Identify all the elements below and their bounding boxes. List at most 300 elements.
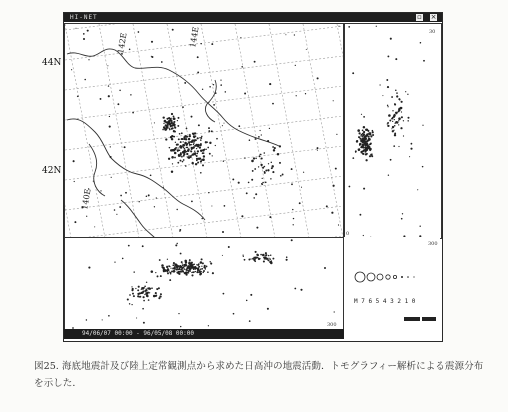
hypocenter-dot xyxy=(249,139,251,141)
hypocenter-dot xyxy=(187,272,188,273)
caption-number: 図25. xyxy=(34,361,59,372)
hypocenter-dot xyxy=(191,116,193,118)
hypocenter-dot xyxy=(201,218,203,220)
hypocenter-dot xyxy=(154,122,155,123)
lon-label-140e: 140E xyxy=(80,187,93,211)
hypocenter-dot xyxy=(176,269,178,271)
hypocenter-dot xyxy=(200,137,202,139)
hypocenter-dot xyxy=(363,188,365,190)
hypocenter-dot xyxy=(180,266,182,268)
hypocenter-dot xyxy=(161,61,163,63)
hypocenter-dot xyxy=(117,103,119,105)
hypocenter-dot xyxy=(253,157,255,159)
magnitude-scale-labels: M 7 6 5 4 3 2 1 0 xyxy=(354,298,416,305)
hypocenter-dot xyxy=(177,243,178,244)
hypocenter-dot xyxy=(178,117,180,119)
hypocenter-dot xyxy=(387,55,389,57)
hypocenter-dot xyxy=(379,84,380,85)
hypocenter-dot xyxy=(264,171,266,173)
hypocenter-dot xyxy=(241,215,243,217)
hypocenter-dot xyxy=(394,122,395,123)
hypocenter-dot xyxy=(160,275,162,277)
hypocenter-dot xyxy=(174,270,176,272)
hypocenter-dot xyxy=(175,244,177,246)
hypocenter-dot xyxy=(160,296,162,298)
hypocenter-dot xyxy=(171,122,173,124)
hypocenter-dot xyxy=(286,259,288,261)
hypocenter-dot xyxy=(263,260,265,262)
hypocenter-dot xyxy=(301,187,302,188)
hypocenter-dot xyxy=(171,119,173,121)
hypocenter-dot xyxy=(262,178,263,179)
hypocenter-dot xyxy=(192,265,194,267)
hypocenter-dot xyxy=(178,138,180,140)
hypocenter-dot xyxy=(363,136,365,138)
hypocenter-dot xyxy=(394,104,396,106)
hypocenter-dot xyxy=(242,254,243,255)
hypocenter-dot xyxy=(367,144,369,146)
hypocenter-dot xyxy=(197,150,199,152)
hypocenter-dot xyxy=(369,133,372,136)
hypocenter-dot xyxy=(165,138,167,140)
hypocenter-dot xyxy=(163,116,165,118)
hypocenter-dot xyxy=(183,271,185,273)
hypocenter-dot xyxy=(255,193,257,195)
hypocenter-dot xyxy=(200,261,203,264)
hypocenter-dot xyxy=(392,121,393,122)
side-right-tick: 300 xyxy=(428,241,438,247)
hypocenter-dot xyxy=(238,125,240,127)
bottom-right-tick: 300 xyxy=(327,322,337,328)
hypocenter-dot xyxy=(131,304,132,305)
hypocenter-dot xyxy=(180,141,182,143)
hypocenter-dot xyxy=(179,133,181,135)
hypocenter-dot xyxy=(270,254,271,255)
magnitude-legend-panel xyxy=(344,237,440,329)
hypocenter-dot xyxy=(185,264,187,266)
hypocenter-dot xyxy=(238,182,240,184)
hypocenter-dot xyxy=(417,189,418,190)
hypocenter-dot xyxy=(151,56,152,57)
hypocenter-dot xyxy=(207,147,209,149)
hypocenter-dot xyxy=(291,168,293,170)
hypocenter-dot xyxy=(183,149,186,152)
hypocenter-dot xyxy=(208,192,209,193)
hypocenter-dot xyxy=(355,150,357,152)
hypocenter-dot xyxy=(233,313,235,315)
hypocenter-dot xyxy=(363,116,365,118)
hypocenter-dot xyxy=(83,33,85,35)
hypocenter-dot xyxy=(260,254,262,256)
hypocenter-dot xyxy=(171,171,173,173)
hypocenter-dot xyxy=(303,172,304,173)
hypocenter-dot xyxy=(362,130,364,132)
hypocenter-dot xyxy=(182,265,184,267)
hypocenter-dot xyxy=(196,264,197,265)
hypocenter-dot xyxy=(136,317,137,318)
hypocenter-dot xyxy=(398,117,401,120)
hypocenter-dot xyxy=(177,150,179,152)
hypocenter-dot xyxy=(130,94,131,95)
hypocenter-dot xyxy=(193,144,194,145)
side-top-tick: 30 xyxy=(429,29,436,35)
hypocenter-dot xyxy=(199,270,200,271)
hypocenter-dot xyxy=(129,49,131,51)
hypocenter-dot xyxy=(203,270,205,272)
hypocenter-dot xyxy=(180,160,182,162)
hypocenter-dot xyxy=(173,117,175,119)
hypocenter-dot xyxy=(267,140,269,142)
hypocenter-dot xyxy=(148,194,150,196)
lat-lon-grid xyxy=(65,24,343,238)
hypocenter-dot xyxy=(176,264,178,266)
hypocenter-dot xyxy=(178,313,179,314)
hypocenter-dot xyxy=(215,145,216,146)
hypocenter-dot xyxy=(202,164,204,166)
magnitude-dots xyxy=(401,276,415,278)
hypocenter-dot xyxy=(398,124,399,125)
hypocenter-dot xyxy=(255,158,257,160)
hypocenter-dot xyxy=(376,26,377,27)
hypocenter-dot xyxy=(272,146,274,148)
hypocenter-dot xyxy=(120,195,122,197)
hypocenter-dot xyxy=(248,259,250,261)
hypocenter-dot xyxy=(390,38,392,40)
bottom-section-dots xyxy=(72,239,335,330)
hypocenter-dot xyxy=(183,268,185,270)
hypocenter-dot xyxy=(178,154,180,156)
hypocenter-dot xyxy=(108,95,110,97)
hypocenter-dot xyxy=(348,26,350,28)
hypocenter-dot xyxy=(155,294,157,296)
hypocenter-dot xyxy=(366,140,368,142)
hypocenter-dot xyxy=(403,120,404,121)
hypocenter-dot xyxy=(264,166,266,168)
hypocenter-dot xyxy=(272,171,274,173)
hypocenter-dot xyxy=(362,133,363,134)
hypocenter-dot xyxy=(246,300,248,302)
hypocenter-dot xyxy=(372,134,374,136)
hypocenter-dot xyxy=(198,124,200,126)
hypocenter-dot xyxy=(361,114,362,115)
hypocenter-dot xyxy=(186,270,187,271)
hypocenter-dot xyxy=(265,252,267,254)
hypocenter-dot xyxy=(209,86,211,88)
figure-caption xyxy=(34,358,484,392)
hypocenter-dot xyxy=(260,164,262,166)
hypocenter-dot xyxy=(190,155,191,156)
hypocenter-dot xyxy=(250,258,251,259)
hypocenter-dot xyxy=(110,146,111,147)
hypocenter-dot xyxy=(197,161,199,163)
hypocenter-dot xyxy=(135,288,136,289)
hypocenter-dot xyxy=(253,197,255,199)
hypocenter-dot xyxy=(403,135,404,136)
hypocenter-dot xyxy=(336,134,337,135)
hypocenter-dot xyxy=(156,197,157,198)
hypocenter-dot xyxy=(371,153,372,154)
hypocenter-dot xyxy=(254,168,256,170)
hypocenter-dot xyxy=(109,126,111,128)
hypocenter-dot xyxy=(407,117,409,119)
hypocenter-dot xyxy=(168,158,170,160)
hypocenter-dot xyxy=(228,246,230,248)
hypocenter-dot xyxy=(209,261,210,262)
hypocenter-dot xyxy=(389,120,391,122)
hypocenter-dot xyxy=(369,149,371,151)
depth-section-side xyxy=(345,24,441,238)
hypocenter-dot xyxy=(365,141,367,143)
hypocenter-dot xyxy=(132,293,134,295)
hypocenter-dot xyxy=(201,159,203,161)
hypocenter-dot xyxy=(172,29,174,31)
hypocenter-dot xyxy=(177,162,179,164)
hypocenter-dot xyxy=(159,259,161,261)
hypocenter-dot xyxy=(398,120,399,121)
hypocenter-dot xyxy=(387,105,388,106)
hypocenter-dot xyxy=(400,127,402,129)
hypocenter-dot xyxy=(261,183,263,185)
hypocenter-dot xyxy=(100,190,101,191)
hypocenter-dot xyxy=(173,130,175,132)
hypocenter-dot xyxy=(141,287,143,289)
hypocenter-dot xyxy=(148,299,150,301)
hypocenter-dot xyxy=(365,153,367,155)
hypocenter-dot xyxy=(181,261,183,263)
hypocenter-dot xyxy=(201,136,203,138)
hypocenter-dot xyxy=(173,136,175,138)
hypocenter-dot xyxy=(181,271,182,272)
hypocenter-dot xyxy=(268,163,269,164)
hypocenter-dot xyxy=(244,259,246,261)
hypocenter-dot xyxy=(180,152,182,154)
hypocenter-dot xyxy=(222,231,224,233)
hypocenter-dot xyxy=(371,155,373,157)
hypocenter-dot xyxy=(74,221,76,223)
maximize-icon[interactable]: ▫ xyxy=(417,13,422,21)
hypocenter-dot xyxy=(155,292,157,294)
hypocenter-dot xyxy=(194,151,195,152)
hypocenter-dot xyxy=(197,153,199,155)
hypocenter-dot xyxy=(243,256,244,257)
hypocenter-dot xyxy=(264,152,266,154)
hypocenter-dot xyxy=(116,214,117,215)
hypocenter-dot xyxy=(84,79,86,81)
hypocenter-dot xyxy=(386,79,388,81)
hypocenter-dot xyxy=(215,92,217,94)
hypocenter-dot xyxy=(144,285,146,287)
hypocenter-dot xyxy=(169,129,171,131)
hypocenter-dot xyxy=(189,259,191,261)
hypocenter-dot xyxy=(177,120,178,121)
hypocenter-dot xyxy=(280,175,282,177)
close-icon[interactable]: × xyxy=(430,13,437,21)
hypocenter-dot xyxy=(363,126,365,128)
hypocenter-dot xyxy=(392,126,394,128)
hypocenter-dot xyxy=(334,311,335,312)
hypocenter-dot xyxy=(331,212,333,214)
hypocenter-dot xyxy=(244,157,245,158)
caption-text: 海底地震計及び陸上定常観測点から求めた日高沖の地震活動．トモグラフィー解析による震源分布を示した． xyxy=(34,361,484,389)
hypocenter-dot xyxy=(212,272,214,274)
hypocenter-dot xyxy=(170,268,171,269)
hypocenter-dot xyxy=(191,140,193,142)
hypocenter-dot xyxy=(162,267,165,270)
hypocenter-dot xyxy=(180,326,181,327)
hypocenter-dot xyxy=(179,268,181,270)
hypocenter-dot xyxy=(259,258,260,259)
hypocenter-dot xyxy=(119,206,121,208)
hypocenter-dot xyxy=(197,264,199,266)
hypocenter-dot xyxy=(394,119,395,120)
hypocenter-dot xyxy=(195,144,197,146)
hypocenter-dot xyxy=(155,272,156,273)
hypocenter-dot xyxy=(210,263,212,265)
hypocenter-dot xyxy=(258,166,259,167)
hypocenter-dot xyxy=(270,258,272,260)
hypocenter-dot xyxy=(361,151,363,153)
hypocenter-dot xyxy=(198,266,200,268)
hypocenter-dot xyxy=(174,266,176,268)
hypocenter-dot xyxy=(268,258,269,259)
hypocenter-dot xyxy=(359,138,361,140)
hypocenter-dot xyxy=(187,143,188,144)
hypocenter-dot xyxy=(401,218,403,220)
hypocenter-dot xyxy=(197,137,199,139)
epicenter-dots xyxy=(71,26,340,238)
hypocenter-dot xyxy=(261,157,263,159)
hypocenter-dot xyxy=(185,138,187,140)
hypocenter-dot xyxy=(211,130,213,132)
hypocenter-dot xyxy=(372,130,373,131)
hypocenter-dot xyxy=(176,209,177,210)
hypocenter-dot xyxy=(222,125,223,126)
hypocenter-dot xyxy=(200,143,202,145)
hypocenter-dot xyxy=(254,260,256,262)
hypocenter-dot xyxy=(143,296,145,298)
hypocenter-dot xyxy=(193,135,195,137)
hypocenter-dot xyxy=(202,152,204,154)
hypocenter-dot xyxy=(108,85,109,86)
hypocenter-dot xyxy=(188,155,189,156)
hypocenter-dot xyxy=(174,152,177,155)
hypocenter-dot xyxy=(256,254,258,256)
hypocenter-dot xyxy=(169,279,171,281)
hypocenter-dot xyxy=(169,147,171,149)
hypocenter-dot xyxy=(190,150,192,152)
hypocenter-dot xyxy=(108,315,110,317)
time-range-bar xyxy=(64,329,344,339)
hypocenter-dot xyxy=(193,139,195,141)
hypocenter-dot xyxy=(246,192,248,194)
hypocenter-dot xyxy=(271,162,272,163)
hypocenter-dot xyxy=(181,156,183,158)
hypocenter-dot xyxy=(200,139,202,141)
hypocenter-dot xyxy=(176,267,178,269)
hypocenter-dot xyxy=(183,147,184,148)
hypocenter-dot xyxy=(357,129,360,132)
hypocenter-dot xyxy=(363,235,364,236)
hypocenter-dot xyxy=(387,86,389,88)
hypocenter-dot xyxy=(191,162,193,164)
hypocenter-dot xyxy=(162,129,164,131)
epicenter-map-panel xyxy=(64,23,344,239)
hypocenter-dot xyxy=(359,214,361,216)
hypocenter-dot xyxy=(260,154,261,155)
hypocenter-dot xyxy=(187,270,189,272)
hypocenter-dot xyxy=(240,37,241,38)
hypocenter-dot xyxy=(365,147,367,149)
hypocenter-dot xyxy=(170,118,171,119)
hypocenter-dot xyxy=(196,148,197,149)
hypocenter-dot xyxy=(324,267,326,269)
hypocenter-dot xyxy=(163,270,165,272)
hypocenter-dot xyxy=(187,156,188,157)
hypocenter-dot xyxy=(222,255,223,256)
hypocenter-dot xyxy=(207,271,209,273)
hypocenter-dot xyxy=(133,295,135,297)
hypocenter-dot xyxy=(164,120,167,123)
hypocenter-dot xyxy=(139,296,141,298)
hypocenter-dot xyxy=(192,155,193,156)
hypocenter-dot xyxy=(258,136,260,138)
hypocenter-dot xyxy=(177,125,179,127)
hypocenter-dot xyxy=(272,103,274,105)
hypocenter-dot xyxy=(194,271,195,272)
hypocenter-dot xyxy=(244,93,246,95)
hypocenter-dot xyxy=(390,159,392,161)
hypocenter-dot xyxy=(122,258,124,260)
hypocenter-dot xyxy=(268,255,269,256)
hypocenter-dot xyxy=(124,146,126,148)
lat-label-42n: 42N xyxy=(42,166,62,176)
hypocenter-dot xyxy=(208,127,210,129)
hypocenter-dot xyxy=(393,114,395,116)
hypocenter-dot xyxy=(291,183,293,185)
hypocenter-dot xyxy=(317,147,319,149)
hypocenter-dot xyxy=(223,160,224,161)
hypocenter-dot xyxy=(204,267,206,269)
hypocenter-dot xyxy=(102,319,103,320)
hypocenter-dot xyxy=(273,149,275,151)
hypocenter-dot xyxy=(387,125,389,127)
hypocenter-dot xyxy=(151,287,153,289)
hypocenter-dot xyxy=(232,178,234,180)
hypocenter-dot xyxy=(166,266,168,268)
depth-section-bottom-panel xyxy=(64,237,344,331)
hypocenter-dot xyxy=(184,260,187,263)
hypocenter-dot xyxy=(100,98,102,100)
hypocenter-dot xyxy=(139,201,140,202)
hypocenter-dot xyxy=(204,149,206,151)
hypocenter-dot xyxy=(372,131,374,133)
hypocenter-dot xyxy=(146,282,147,283)
hypocenter-dot xyxy=(261,134,262,135)
hypocenter-dot xyxy=(356,140,358,142)
hypocenter-dot xyxy=(87,30,89,32)
hypocenter-dot xyxy=(269,128,270,129)
hypocenter-dot xyxy=(395,89,397,91)
hypocenter-dot xyxy=(185,165,187,167)
hypocenter-dot xyxy=(180,156,181,157)
hypocenter-dot xyxy=(255,251,257,253)
hypocenter-dot xyxy=(259,155,261,157)
hypocenter-dot xyxy=(407,120,408,121)
hypocenter-dot xyxy=(73,160,75,162)
hypocenter-dot xyxy=(352,157,354,159)
hypocenter-dot xyxy=(94,226,95,227)
hypocenter-dot xyxy=(392,117,394,119)
